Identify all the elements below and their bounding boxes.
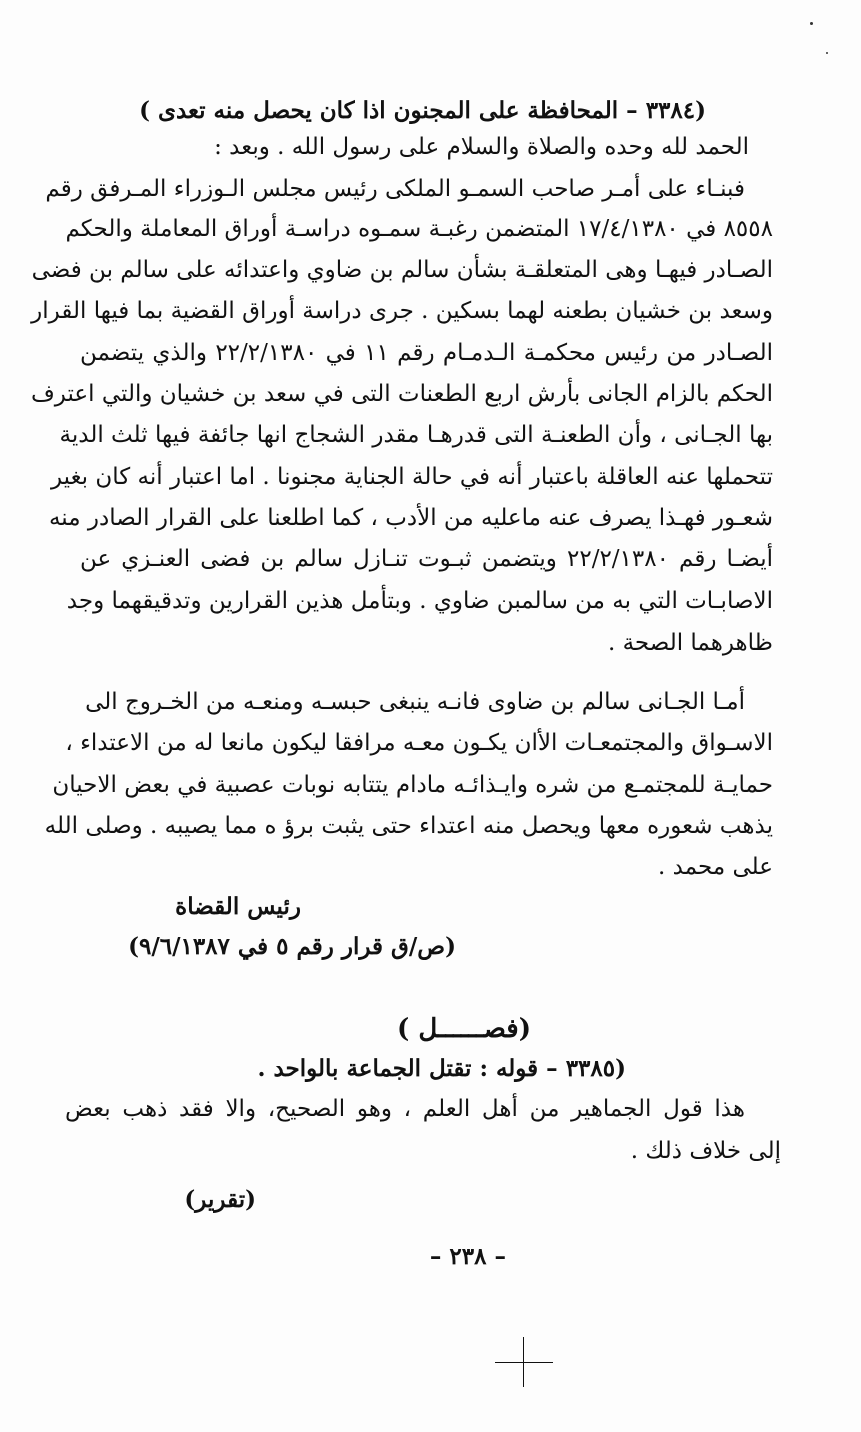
paragraph-line: حمايـة للمجتمـع من شره وايـذائـه مادام يتتابه نوبات عصبية في بعض الاحيان	[52, 772, 773, 798]
paragraph-line: هذا قول الجماهير من أهل العلم ، وهو الصحيح، والا فقد ذهب بعض	[65, 1096, 745, 1122]
reference-citation: (ص/ق قرار رقم ٥ في ٩/٦/١٣٨٧)	[128, 933, 456, 960]
paragraph-line: ظاهرهما الصحة .	[607, 630, 773, 656]
paragraph-line: تتحملها عنه العاقلة باعتبار أنه في حالة الجناية مجنونا . اما اعتبار أنه كان بغير	[50, 464, 773, 490]
section-heading-3385: (٣٣٨٥ – قوله : تقتل الجماعة بالواحد .	[257, 1055, 626, 1082]
section-heading-3384: (٣٣٨٤ – المحافظة على المجنون اذا كان يحصل منه تعدى )	[139, 97, 706, 124]
crop-mark-vertical	[523, 1337, 524, 1387]
scan-speck	[810, 22, 813, 25]
paragraph-line: أمـا الجـانى سالم بن ضاوى فانـه ينبغى حبسـه ومنعـه من الخـروج الى	[85, 689, 745, 715]
opening-line: الحمد لله وحده والصلاة والسلام على رسول الله . وبعد :	[214, 134, 749, 160]
paragraph-line: يذهب شعوره معها ويحصل منه اعتداء حتى يثبت برؤ ه مما يصيبه . وصلى الله	[44, 813, 773, 839]
paragraph-line: الصـادر من رئيس محكمـة الـدمـام رقم ١١ في ٢٢/٢/١٣٨٠ والذي يتضمن	[80, 340, 774, 366]
scan-speck	[826, 52, 828, 54]
signature: رئيس القضاة	[175, 893, 301, 920]
paragraph-line: الاسـواق والمجتمعـات الأان يكـون معـه مرافقا ليكون مانعا له من الاعتداء ،	[65, 730, 773, 756]
page-number: – ٢٣٨ –	[429, 1243, 506, 1270]
paragraph-line: وسعد بن خشيان بطعنه لهما بسكين . جرى دراسة أوراق القضية بما فيها القرار	[31, 298, 773, 324]
paragraph-line: شعـور فهـذا يصرف عنه ماعليه من الأدب ، كما اطلعنا على القرار الصادر منه	[48, 505, 773, 531]
paragraph-line: الاصابـات التي به من سالمبن ضاوي . وبتأمل هذين القرارين وتدقيقهما وجد	[66, 588, 773, 614]
section-title-fasl: (فصــــــل )	[396, 1014, 531, 1044]
paragraph-line: أيضـا رقم ٢٢/٢/١٣٨٠ ويتضمن ثبـوت تنـازل سالم بن فضى العنـزي عن	[80, 546, 773, 572]
paragraph-line: إلى خلاف ذلك .	[630, 1138, 781, 1164]
paragraph-line: فبنـاء على أمـر صاحب السمـو الملكى رئيس مجلس الـوزراء المـرفق رقم	[45, 176, 745, 202]
paragraph-line: بها الجـانى ، وأن الطعنـة التى قدرهـا مقدر الشجاج انها جائفة فيها ثلث الدية	[59, 422, 773, 448]
crop-mark-horizontal	[495, 1362, 553, 1363]
paragraph-line: على محمد .	[658, 854, 773, 880]
paragraph-line: الصـادر فيهـا وهى المتعلقـة بشأن سالم بن ضاوي واعتدائه على سالم بن فضى	[31, 257, 773, 283]
paragraph-line: ٨٥٥٨ في ١٧/٤/١٣٨٠ المتضمن رغبـة سمـوه دراسـة أوراق المعاملة والحكم	[65, 216, 773, 242]
source-label: (تقرير)	[184, 1186, 256, 1213]
paragraph-line: الحكم بالزام الجانى بأرش اربع الطعنات التى في سعد بن خشيان والتي اعترف	[30, 381, 773, 407]
